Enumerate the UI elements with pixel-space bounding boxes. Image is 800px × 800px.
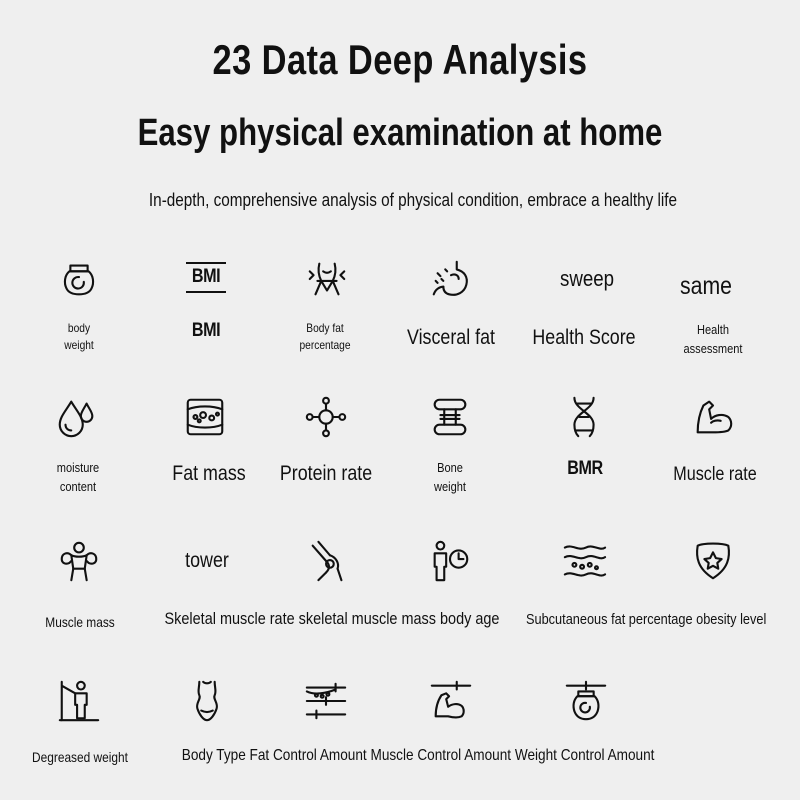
label-body-weight: body weight xyxy=(64,321,94,352)
stomach-icon xyxy=(426,254,476,304)
same-icon: same xyxy=(680,272,732,300)
label-control-line: Body Type Fat Control Amount Muscle Control Amount Weight Control Amount xyxy=(181,747,655,764)
label-subcutaneous-line: Subcutaneous fat percentage obesity level xyxy=(526,611,767,628)
waist-measure-icon xyxy=(302,254,352,304)
kettlebell-icon xyxy=(54,254,104,304)
sweep-icon: sweep xyxy=(559,266,615,291)
label-health-score: Health Score xyxy=(532,326,636,349)
muscle-slider-icon xyxy=(426,676,476,726)
label-body-fat: Body fat percentage xyxy=(299,321,351,352)
weight-slider-icon xyxy=(561,676,611,726)
water-drops-icon xyxy=(52,392,102,442)
person-clock-icon xyxy=(425,536,475,586)
dna-icon xyxy=(559,392,609,442)
fat-slider-icon xyxy=(301,676,351,726)
bmi-icon-top-bar xyxy=(186,262,226,264)
label-health-assessment: Health assessment xyxy=(683,322,743,356)
flexed-arm-icon xyxy=(688,392,738,442)
fat-cells-icon xyxy=(180,392,230,442)
label-visceral-fat: Visceral fat xyxy=(407,326,495,349)
tower-icon: tower xyxy=(185,549,229,572)
bmi-icon: BMI xyxy=(191,266,221,287)
label-fat-mass: Fat mass xyxy=(172,462,246,485)
knee-joint-icon xyxy=(303,536,353,586)
page-subtitle: Easy physical examination at home xyxy=(137,112,663,154)
label-muscle-mass: Muscle mass xyxy=(45,614,115,630)
label-bone-weight: Bone weight xyxy=(434,460,466,494)
star-badge-icon xyxy=(688,536,738,586)
label-muscle-rate: Muscle rate xyxy=(673,464,757,485)
bone-icon xyxy=(425,392,475,442)
person-measure-icon xyxy=(54,676,104,726)
muscle-body-icon xyxy=(54,536,104,586)
torso-icon xyxy=(182,676,232,726)
label-skeletal-line: Skeletal muscle rate skeletal muscle mass body age xyxy=(164,609,500,628)
molecule-icon xyxy=(301,392,351,442)
label-bmi: BMI xyxy=(191,320,221,341)
tagline: In-depth, comprehensive analysis of physical condition, embrace a healthy life xyxy=(148,190,678,210)
label-moisture: moisture content xyxy=(56,460,100,494)
label-degreased-weight: Degreased weight xyxy=(32,749,128,765)
label-protein-rate: Protein rate xyxy=(279,462,373,485)
bmi-icon-bottom-bar xyxy=(186,291,226,293)
skin-layer-icon xyxy=(559,536,609,586)
label-bmr: BMR xyxy=(567,458,603,479)
page-title: 23 Data Deep Analysis xyxy=(212,36,588,83)
